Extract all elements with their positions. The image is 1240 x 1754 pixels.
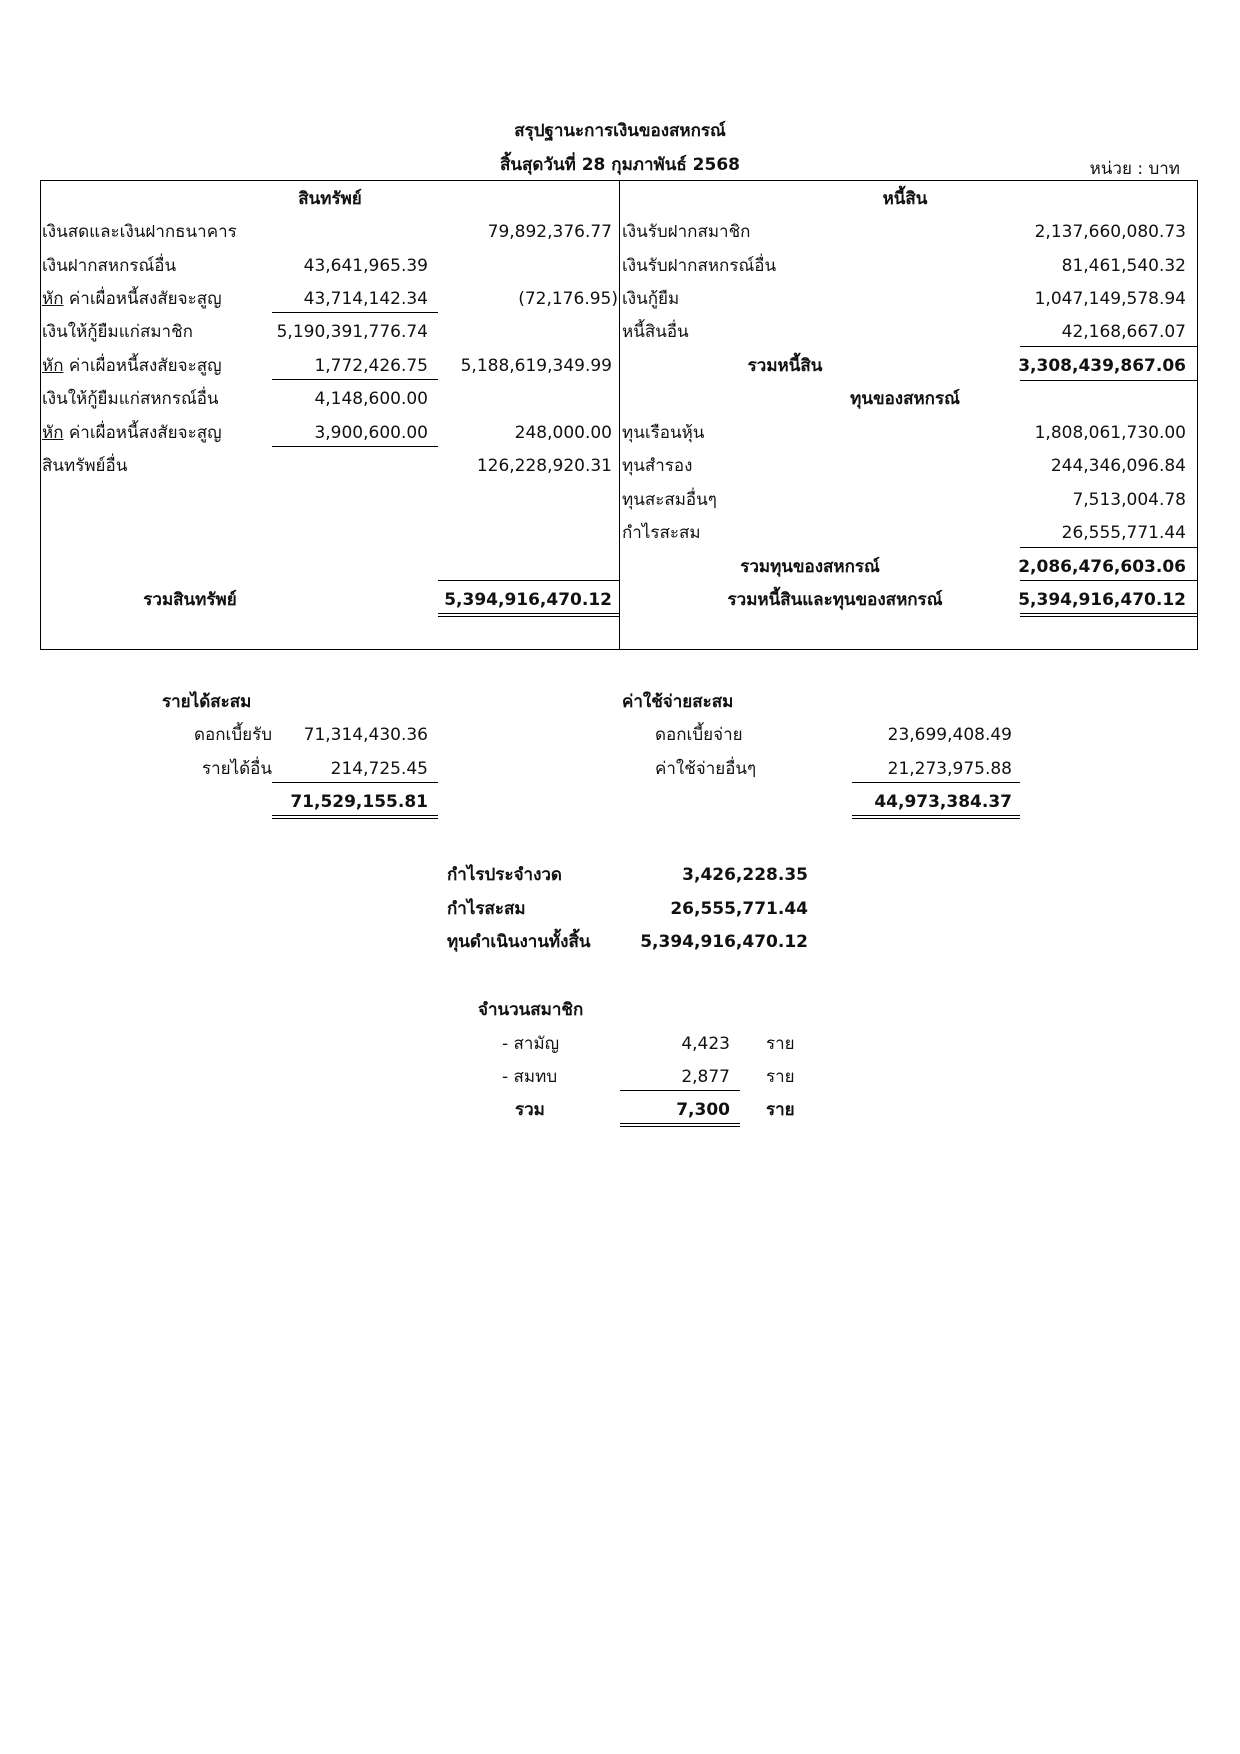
coop-deposit-label: เงินฝากสหกรณ์อื่น [42, 256, 177, 276]
cash-total: 79,892,376.77 [487, 222, 612, 242]
underline [1020, 380, 1198, 381]
total-liabilities-equity: 5,394,916,470.12 [1018, 590, 1186, 610]
expenses-heading: ค่าใช้จ่ายสะสม [622, 692, 734, 712]
underline [272, 379, 438, 380]
balance-sheet-divider [619, 180, 620, 650]
assets-heading: สินทรัพย์ [298, 189, 362, 209]
other-income-label: รายได้อื่น [201, 759, 272, 779]
coop-deposit-received: 81,461,540.32 [1061, 256, 1186, 276]
underline [272, 782, 438, 783]
member-loan-allowance: 1,772,426.75 [314, 356, 428, 376]
underline [620, 1090, 740, 1091]
underline [1020, 547, 1198, 548]
ordinary-members-label: - สามัญ [502, 1034, 560, 1054]
coop-loan-amount: 4,148,600.00 [314, 389, 428, 409]
interest-expense: 23,699,408.49 [887, 725, 1012, 745]
accumulated-profit-label: กำไรสะสม [447, 899, 526, 919]
member-loan-allowance-label: หัก ค่าเผื่อหนี้สงสัยจะสูญ [42, 356, 222, 376]
member-loan-label: เงินให้กู้ยืมแก่สมาชิก [42, 322, 193, 342]
unit-person: ราย [766, 1067, 795, 1087]
unit-person: ราย [766, 1100, 795, 1120]
borrowings: 1,047,149,578.94 [1034, 289, 1186, 309]
share-capital-label: ทุนเรือนหุ้น [622, 423, 705, 443]
underline [1020, 580, 1198, 581]
expenses-total-double-underline [852, 815, 1020, 819]
accumulated-profit: 26,555,771.44 [670, 899, 808, 919]
underline [1020, 346, 1198, 347]
interest-income: 71,314,430.36 [303, 725, 428, 745]
income-total: 71,529,155.81 [290, 792, 428, 812]
members-total-label: รวม [515, 1100, 545, 1120]
report-date: สิ้นสุดวันที่ 28 กุมภาพันธ์ 2568 [500, 155, 740, 175]
member-loan-amount: 5,190,391,776.74 [276, 322, 428, 342]
interest-expense-label: ดอกเบี้ยจ่าย [655, 725, 743, 745]
period-profit: 3,426,228.35 [682, 865, 808, 885]
other-funds: 7,513,004.78 [1072, 490, 1186, 510]
coop-loan-label: เงินให้กู้ยืมแก่สหกรณ์อื่น [42, 389, 219, 409]
member-deposit-label: เงินรับฝากสมาชิก [622, 222, 751, 242]
share-capital: 1,808,061,730.00 [1034, 423, 1186, 443]
other-liabilities-label: หนี้สินอื่น [622, 322, 689, 342]
income-total-double-underline [272, 815, 438, 819]
total-assets: 5,394,916,470.12 [444, 590, 612, 610]
total-equity: 2,086,476,603.06 [1018, 557, 1186, 577]
total-capital-label: ทุนดำเนินงานทั้งสิ้น [447, 932, 591, 952]
cash-label: เงินสดและเงินฝากธนาคาร [42, 222, 237, 242]
income-heading: รายได้สะสม [162, 692, 252, 712]
unit-person: ราย [766, 1034, 795, 1054]
coop-deposit-amount: 43,641,965.39 [303, 256, 428, 276]
other-liabilities: 42,168,667.07 [1061, 322, 1186, 342]
other-expense: 21,273,975.88 [887, 759, 1012, 779]
period-profit-label: กำไรประจำงวด [447, 865, 562, 885]
members-total-double-underline [620, 1123, 740, 1127]
coop-loan-allowance-label: หัก ค่าเผื่อหนี้สงสัยจะสูญ [42, 423, 222, 443]
total-assets-double-underline [438, 613, 619, 617]
member-loan-net: 5,188,619,349.99 [460, 356, 612, 376]
underline [272, 312, 438, 313]
retained-earnings: 26,555,771.44 [1061, 523, 1186, 543]
coop-deposit-net: (72,176.95) [518, 289, 618, 309]
retained-earnings-label: กำไรสะสม [622, 523, 701, 543]
coop-deposit-allowance: 43,714,142.34 [303, 289, 428, 309]
coop-loan-allowance: 3,900,600.00 [314, 423, 428, 443]
interest-income-label: ดอกเบี้ยรับ [193, 725, 272, 745]
other-expense-label: ค่าใช้จ่ายอื่นๆ [655, 759, 757, 779]
expenses-total: 44,973,384.37 [874, 792, 1012, 812]
underline [852, 782, 1020, 783]
report-title: สรุปฐานะการเงินของสหกรณ์ [514, 121, 726, 141]
total-liabilities-label: รวมหนี้สิน [747, 356, 823, 376]
members-total: 7,300 [676, 1100, 730, 1120]
other-funds-label: ทุนสะสมอื่นๆ [622, 490, 717, 510]
total-equity-label: รวมทุนของสหกรณ์ [740, 557, 880, 577]
reserve-label: ทุนสำรอง [622, 456, 693, 476]
liabilities-heading: หนี้สิน [882, 189, 928, 209]
underline [272, 446, 438, 447]
other-assets-total: 126,228,920.31 [476, 456, 612, 476]
unit-label: หน่วย : บาท [1089, 159, 1180, 179]
associate-members: 2,877 [681, 1067, 730, 1087]
other-income: 214,725.45 [330, 759, 428, 779]
total-capital: 5,394,916,470.12 [640, 932, 808, 952]
other-assets-label: สินทรัพย์อื่น [42, 456, 128, 476]
total-liabilities-equity-double-underline [1020, 613, 1198, 617]
ordinary-members: 4,423 [681, 1034, 730, 1054]
borrowings-label: เงินกู้ยืม [622, 289, 680, 309]
coop-deposit-received-label: เงินรับฝากสหกรณ์อื่น [622, 256, 777, 276]
coop-loan-net: 248,000.00 [514, 423, 612, 443]
associate-members-label: - สมทบ [502, 1067, 558, 1087]
total-liabilities-equity-label: รวมหนี้สินและทุนของสหกรณ์ [727, 590, 943, 610]
coop-deposit-allowance-label: หัก ค่าเผื่อหนี้สงสัยจะสูญ [42, 289, 222, 309]
total-assets-label: รวมสินทรัพย์ [143, 590, 237, 610]
total-assets-topline [438, 580, 619, 581]
equity-heading: ทุนของสหกรณ์ [850, 389, 960, 409]
reserve: 244,346,096.84 [1050, 456, 1186, 476]
members-heading: จำนวนสมาชิก [478, 1000, 584, 1020]
total-liabilities: 3,308,439,867.06 [1018, 356, 1186, 376]
member-deposit: 2,137,660,080.73 [1034, 222, 1186, 242]
